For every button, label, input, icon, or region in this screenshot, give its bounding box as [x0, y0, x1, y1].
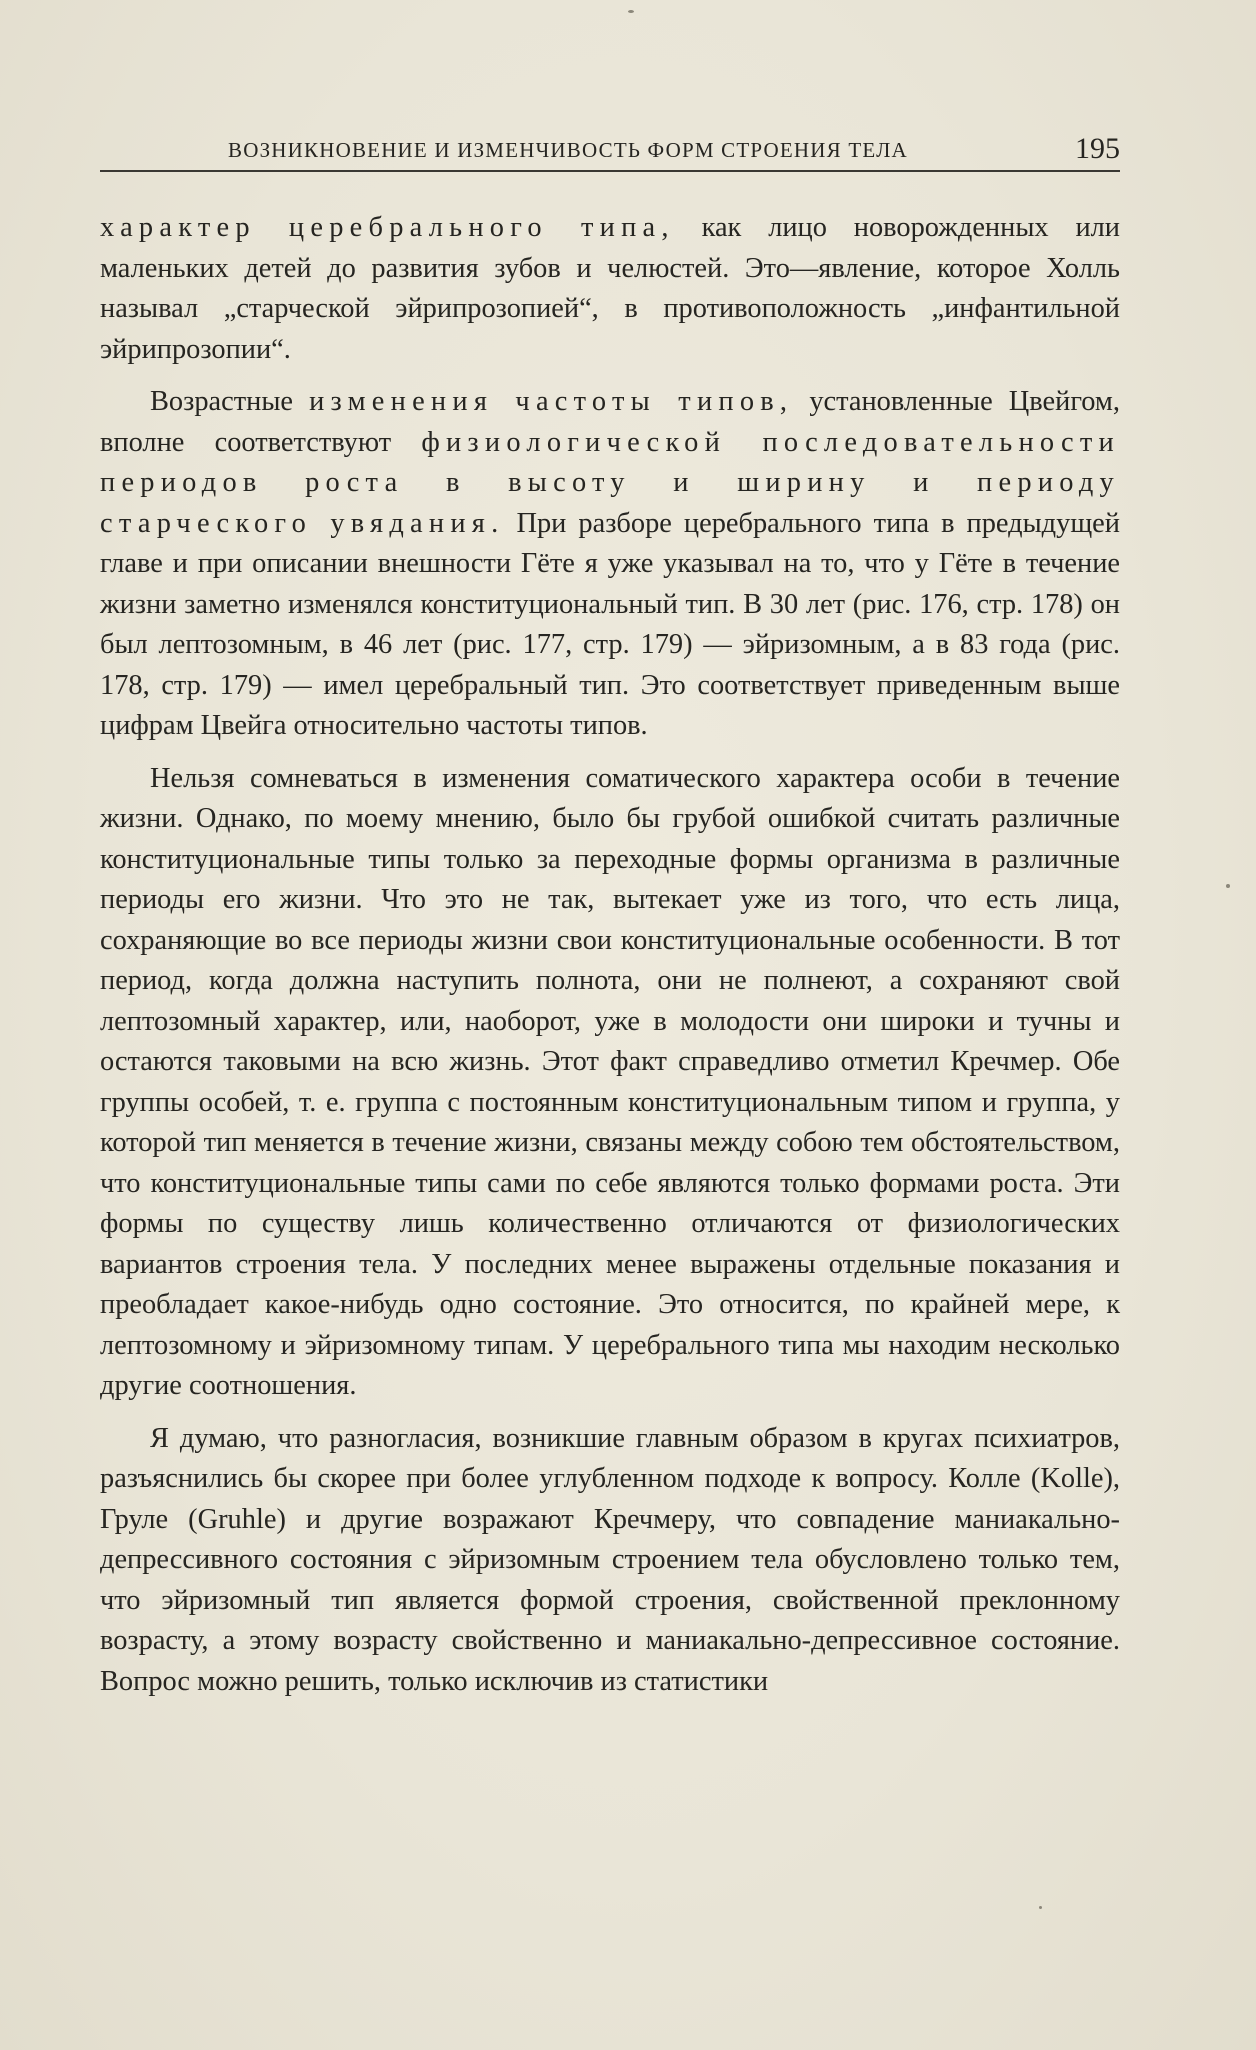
spaced-emphasis: изменения частоты типов,	[309, 386, 794, 417]
paper-speck	[1039, 1906, 1042, 1909]
text-run: как лицо новорожденных или маленьких детей до развития зубов и челюстей. Это—явление, которое Холль называл „старческой эйрипрозопией“, в противоположность „инфантильной эйрипрозопии“.	[100, 212, 1120, 365]
text-run: установленные Цвейгом, вполне соответствуют	[100, 386, 1120, 458]
running-title: ВОЗНИКНОВЕНИЕ И ИЗМЕНЧИВОСТЬ ФОРМ СТРОЕНИЯ ТЕЛА	[228, 138, 908, 162]
text-run: Я думаю, что разногласия, возникшие главным образом в кругах психиатров, разъяснились бы скорее при более углубленном подходе к вопросу. Колле (Kolle), Груле (Gruhle) и другие возражают Кречмеру, что совпадение маниакально-депрессивного состояния с эйризомным строением тела обусловлено только тем, что эйризомный тип является формой строения, свойственной преклонному возрасту, а этому возрасту свойственно и маниакально-депрессивное состояние. Вопрос можно решить, только исключив из статистики	[100, 1422, 1120, 1697]
page-header	[100, 130, 1120, 172]
paper-speck	[628, 10, 634, 13]
spaced-emphasis: характер церебрального типа,	[100, 212, 675, 243]
paragraph	[100, 1419, 1120, 1703]
body-text	[100, 208, 1120, 1714]
paper-speck	[1226, 884, 1230, 888]
paragraph	[100, 382, 1120, 747]
text-run: Нельзя сомневаться в изменения соматического характера особи в течение жизни. Однако, по моему мнению, было бы грубой ошибкой считать различные конституциональные типы только за переходные формы организма в различные периоды его жизни. Что это не так, вытекает уже из того, что есть лица, сохраняющие во все периоды жизни свои конституциональные особенности. В тот период, когда должна наступить полнота, они не полнеют, а сохраняют свой лептозомный характер, или, наоборот, уже в молодости они широки и тучны и остаются таковыми на всю жизнь. Этот факт справедливо отметил Кречмер. Обе группы особей, т. е. группа с постоянным конституциональным типом и группа, у которой тип меняется в течение жизни, связаны между собою тем обстоятельством, что конституциональные типы сами по себе являются только формами роста. Эти формы по существу лишь количественно отличаются от физиологических вариантов строения тела. У последних менее выражены отдельные показания и преобладает какое-нибудь одно состояние. Это относится, по крайней мере, к лептозомному и эйризомному типам. У церебрального типа мы находим несколько другие соотношения.	[100, 762, 1120, 1401]
paragraph	[100, 208, 1120, 370]
spaced-emphasis: физиологической последовательности периодов роста в высоту и ширину и периоду старческого увядания.	[100, 426, 1120, 539]
page-number: 195	[1075, 132, 1120, 165]
paragraph	[100, 759, 1120, 1407]
text-run: Возрастные	[150, 386, 310, 417]
text-run: При разборе церебрального типа в предыдущей главе и при описании внешности Гёте я уже указывал на то, что у Гёте в течение жизни заметно изменялся конституциональный тип. В 30 лет (рис. 176, стр. 178) он был лептозомным, в 46 лет (рис. 177, стр. 179) — эйризомным, а в 83 года (рис. 178, стр. 179) — имел церебральный тип. Это соответствует приведенным выше цифрам Цвейга относительно частоты типов.	[100, 507, 1120, 741]
